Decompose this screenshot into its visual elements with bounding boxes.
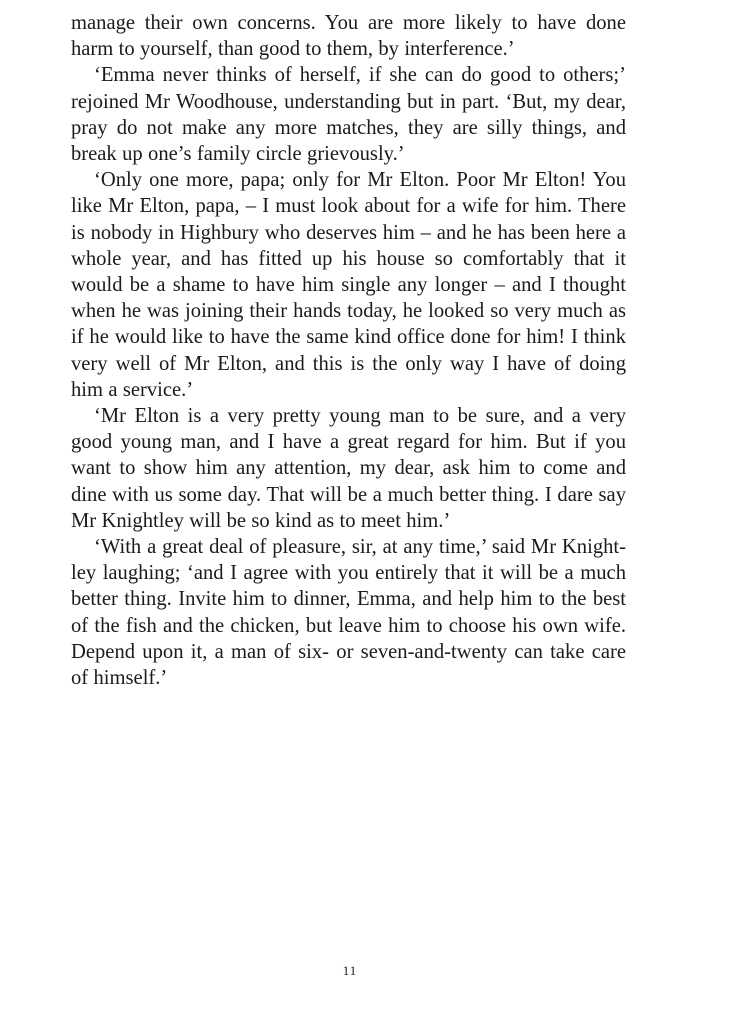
body-text <box>71 10 626 691</box>
paragraph-only-one-more: ‘Only one more, papa; only for Mr Elton. Poor Mr Elton! You like Mr Elton, papa, – I must look about for a wife for him. There is nobody in Highbury who deserves him – and he has been here a whole year, and has fitted up his house so comfortably that it would be a shame to have him single any longer – and I thought when he was joining their hands today, he looked so very much as if he would like to have the same kind office done for him! I think very well of Mr Elton, and this is the only way I have of doing him a service.’ <box>71 169 626 401</box>
paragraph-emma-never-thinks: ‘Emma never thinks of herself, if she can do good to others;’ rejoined Mr Woodhouse, understanding but in part. ‘But, my dear, pray do not make any more matches, they are silly things, and break up one’s family circle grievously.’ <box>71 64 626 166</box>
paragraph-great-deal-of-pleasure: ‘With a great deal of pleasure, sir, at any time,’ said Mr Knightley laughing; ‘and I agree with you entirely that it will be a much better thing. Invite him to dinner, Emma, and help him to the best of the fish and the chicken, but leave him to choose his own wife. Depend upon it, a man of six- or seven-and-twenty can take care of himself.’ <box>71 536 626 690</box>
paragraph-mr-elton-pretty: ‘Mr Elton is a very pretty young man to be sure, and a very good young man, and I have a great regard for him. But if you want to show him any attention, my dear, ask him to come and dine with us some day. That will be a much better thing. I dare say Mr Knightley will be so kind as to meet him.’ <box>71 405 626 532</box>
paragraph-continued: manage their own concerns. You are more likely to have done harm to yourself, than good to them, by interference.’ <box>71 12 626 61</box>
page-number: 11 <box>342 963 358 978</box>
